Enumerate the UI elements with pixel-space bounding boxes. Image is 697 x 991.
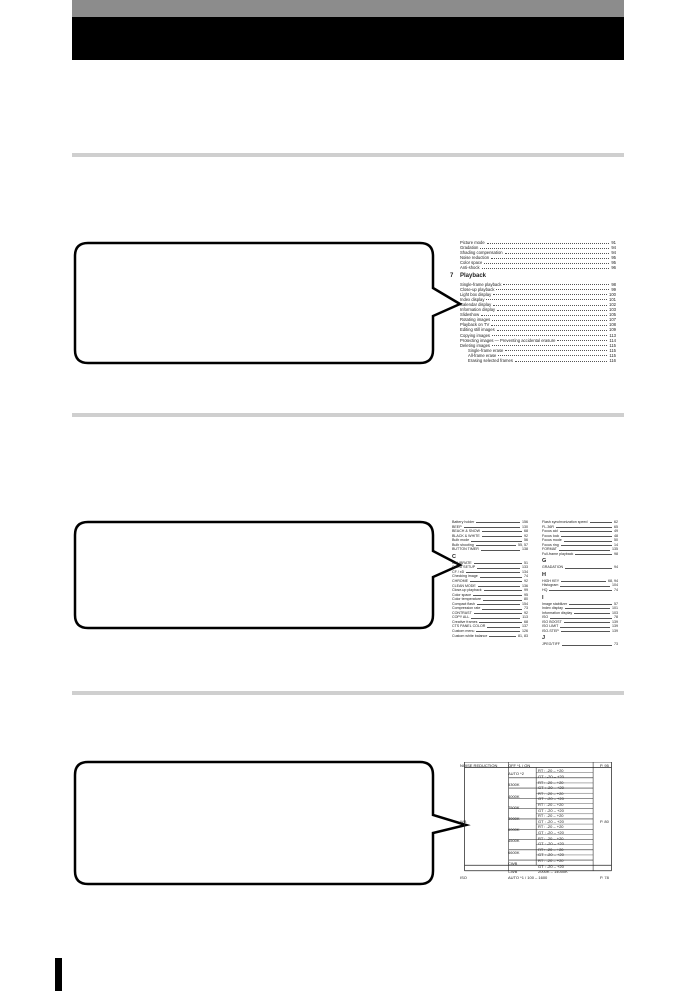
index-leader-line xyxy=(549,588,612,591)
index-entry xyxy=(542,629,618,634)
table-footer-value: AUTO *1 / 100 – 1600 xyxy=(508,875,548,880)
toc-sample xyxy=(450,240,616,363)
index-entry-label: ISO-STEP xyxy=(542,628,559,633)
index-entry xyxy=(452,547,528,552)
toc-leader-dots xyxy=(482,265,610,269)
index-entry xyxy=(542,642,618,647)
toc-entry-page: 115 xyxy=(609,342,616,348)
index-leader-line xyxy=(590,520,612,523)
index-leader-line xyxy=(481,547,520,550)
toc-entry xyxy=(460,358,616,363)
toc-entry-page: 98 xyxy=(611,281,616,287)
index-entry-page: 78 xyxy=(614,615,618,620)
index-entry-label: ISO xyxy=(542,615,549,620)
toc-chapter-heading xyxy=(450,272,616,280)
index-entry-label: Bulb shooting xyxy=(452,542,474,547)
toc-entry-label: Slideshow xyxy=(460,312,480,318)
toc-entry-page: 94 xyxy=(611,250,616,256)
header-grey-band xyxy=(72,0,624,17)
table-option-name: CWB xyxy=(508,860,518,866)
toc-entry-page: 105 xyxy=(609,312,616,318)
index-leader-line xyxy=(479,620,522,623)
index-entry-label: Information display xyxy=(542,610,573,615)
index-leader-line xyxy=(480,574,522,577)
index-entry-page: 103 xyxy=(612,610,618,615)
toc-chapter-title: Playback xyxy=(460,272,487,279)
toc-leader-dots xyxy=(497,327,607,331)
index-entry-label: BEACH & SNOW xyxy=(452,529,480,534)
page-edge-bar xyxy=(55,958,62,991)
index-entry-label: Flash synchronization speed xyxy=(542,520,588,524)
toc-entry-label: Single-frame playback xyxy=(460,281,502,287)
index-entry-label: GRADATION xyxy=(542,565,564,570)
index-leader-line xyxy=(560,529,612,532)
index-entry-page: 139 xyxy=(612,619,618,624)
index-entry-page: 99 xyxy=(524,588,528,593)
index-entry-page: 138 xyxy=(522,547,528,552)
table-option-name: 3000K xyxy=(508,815,520,821)
index-entry-label: Compact flash xyxy=(452,601,475,606)
index-entry-label: FORMAT xyxy=(542,547,557,552)
table-header-label: NOISE REDUCTION xyxy=(460,762,498,768)
index-entry-page: 137 xyxy=(522,624,528,629)
toc-entry-page: 116 xyxy=(609,357,616,363)
index-entry xyxy=(452,634,528,639)
index-letter-heading: C xyxy=(452,553,456,560)
table-option-value: GT : -20 – +20 xyxy=(538,830,564,835)
index-entry-label: Full-frame playback xyxy=(542,551,574,556)
toc-entry-page: 100 xyxy=(609,291,616,297)
toc-leader-dots xyxy=(503,282,609,286)
index-entry-label: ISO LIMIT xyxy=(542,624,559,629)
toc-leader-dots xyxy=(481,312,607,316)
toc-entry-page: 91 xyxy=(611,240,616,245)
index-leader-line xyxy=(471,538,522,541)
toc-entry-page: 108 xyxy=(609,322,616,328)
toc-entry-page: 115 xyxy=(609,347,616,353)
index-entry-page: 113 xyxy=(522,615,528,620)
table-option-value: GT : -20 – +20 xyxy=(538,796,564,802)
toc-entry-page: 95 xyxy=(611,260,616,266)
table-option-value: GT : -20 – +20 xyxy=(538,852,564,858)
index-entry-label: Custom menu xyxy=(452,629,475,634)
toc-chapter-number: 7 xyxy=(450,272,454,279)
index-leader-line xyxy=(560,583,610,586)
table-option-value: RT : -20 – +20 xyxy=(538,824,564,830)
toc-entry-page: 94 xyxy=(611,245,616,251)
index-leader-line xyxy=(471,615,520,618)
toc-entry-label: Editing still images xyxy=(460,327,495,333)
index-entry-label: Focus lock xyxy=(542,533,560,538)
toc-leader-dots xyxy=(505,250,610,254)
toc-entry-label: Noise reduction xyxy=(460,255,490,261)
table-option-value: RT : -20 – +20 xyxy=(538,802,564,807)
index-entry-label: CTS PANEL COLOR xyxy=(452,624,486,629)
index-entry-page: 14 xyxy=(614,542,618,547)
index-entry-page: 68, 94 xyxy=(608,578,618,583)
index-entry-page: 133 xyxy=(522,565,528,570)
index-entry-label: COPY ALL xyxy=(452,615,470,620)
index-entry-label: JPEG/TIFF xyxy=(542,642,560,647)
toc-entry-page: 96 xyxy=(611,265,616,271)
index-entry-page: 74 xyxy=(614,588,618,593)
index-entry xyxy=(542,565,618,570)
index-entry-label: ISO BOOST xyxy=(542,619,562,624)
table-row-label: WB xyxy=(460,818,467,824)
index-entry-page: 134 xyxy=(522,569,528,574)
index-leader-line xyxy=(474,611,522,614)
toc-entry-label: Anti-shock xyxy=(460,265,480,271)
table-option-name: 4000K xyxy=(508,793,520,799)
index-entry-page: 136 xyxy=(522,583,528,588)
index-entry-page: 92 xyxy=(524,533,528,538)
index-leader-line xyxy=(556,525,612,528)
toc-entry-label: Calendar display xyxy=(460,301,492,307)
index-entry-label: CALIBRATE xyxy=(452,560,472,565)
table-option-name: AUTO *2 xyxy=(508,771,524,777)
index-column-left xyxy=(452,520,528,647)
index-entry-label: Color space xyxy=(452,592,472,597)
index-entry-page: 57 xyxy=(614,601,618,606)
table-footer-page: P. 78 xyxy=(600,875,609,880)
index-entry-label: Checking image xyxy=(452,574,478,579)
index-entry-page: 55, 57 xyxy=(518,542,528,547)
index-entry-page: 98 xyxy=(614,551,618,556)
index-leader-line xyxy=(476,520,520,523)
index-entry-label: BLACK & WHITE xyxy=(452,533,480,538)
toc-entry-page: 103 xyxy=(609,307,616,313)
toc-entry-page: 114 xyxy=(609,337,616,343)
index-entry-label: Custom white balance xyxy=(452,633,488,638)
table-option-name: 6600K xyxy=(508,849,520,855)
index-leader-line xyxy=(464,525,520,528)
table-option-name: 6000K xyxy=(508,827,520,833)
toc-entry-label: All-frame erase xyxy=(468,352,497,358)
index-entry-page: 80 xyxy=(524,597,528,602)
index-leader-line xyxy=(482,529,522,532)
index-leader-line xyxy=(473,593,522,596)
table-option-value: GT : -20 – +20 xyxy=(538,863,564,869)
index-entry-page: 135 xyxy=(612,547,618,552)
toc-leader-dots xyxy=(492,317,607,321)
index-leader-line xyxy=(487,624,520,627)
index-entry-page: 94 xyxy=(614,565,618,570)
index-entry-page: 51 xyxy=(524,560,528,565)
index-entry xyxy=(542,552,618,557)
index-leader-line xyxy=(561,534,612,537)
index-leader-line xyxy=(561,629,610,632)
index-letter-heading: H xyxy=(542,571,546,578)
table-option-name: 4500K xyxy=(508,838,520,844)
section-divider-2 xyxy=(72,413,624,417)
index-leader-line xyxy=(477,602,520,605)
toc-leader-dots xyxy=(498,353,607,357)
toc-entry-label: Information display xyxy=(460,307,496,313)
toc-leader-dots xyxy=(493,302,607,306)
index-entry-page: 126 xyxy=(522,629,528,634)
index-entry-page: 62 xyxy=(614,520,618,524)
settings-table-sample xyxy=(458,762,618,892)
index-entry-label: BUTTON TIMER xyxy=(452,547,479,552)
index-leader-line xyxy=(477,565,520,568)
index-column-right xyxy=(542,520,618,647)
index-entry-label: CHROME xyxy=(452,579,468,584)
toc-entry-label: Picture mode xyxy=(460,240,485,245)
toc-leader-dots xyxy=(491,255,609,259)
section-divider-3 xyxy=(72,691,624,695)
index-entry-page: 104 xyxy=(612,583,618,588)
index-leader-line xyxy=(476,543,516,546)
table-option-value: RT : -20 – +20 xyxy=(538,858,564,863)
callout-bubble-1 xyxy=(74,242,434,362)
index-entry xyxy=(542,588,618,593)
toc-entry-page: 113 xyxy=(609,332,616,338)
table-option-value: RT : -20 – +20 xyxy=(538,768,564,774)
index-leader-line xyxy=(482,534,522,537)
index-leader-line xyxy=(574,611,610,614)
index-entry-label: Focus mode xyxy=(542,538,562,543)
index-entry-page: 49 xyxy=(614,529,618,534)
index-entry-label: Histogram xyxy=(542,583,559,588)
index-entry-page: 92 xyxy=(524,610,528,615)
index-entry-page: 68 xyxy=(524,529,528,534)
toc-entry-page: 101 xyxy=(609,296,616,302)
table-option-value: GT : -20 – +20 xyxy=(538,818,564,824)
table-option-name: CWB xyxy=(508,869,518,875)
index-entry-label: Bulb mode xyxy=(452,538,470,543)
toc-leader-dots xyxy=(493,292,607,296)
index-leader-line xyxy=(561,579,606,582)
table-row-page: P. 80 xyxy=(600,818,609,824)
index-entry-label: Battery holder xyxy=(452,520,475,524)
index-leader-line xyxy=(550,615,612,618)
table-option-value: RT : -20 – +20 xyxy=(538,835,564,841)
index-leader-line xyxy=(474,561,522,564)
toc-entry-label: Protecting images — Preventing accidental erasure xyxy=(460,337,556,343)
toc-entry-label: Index display xyxy=(460,296,485,302)
table-header-page: P. 95 xyxy=(600,762,609,768)
toc-entry-label: Gradation xyxy=(460,245,479,251)
toc-leader-dots xyxy=(480,245,609,249)
index-entry-label: CF / xD xyxy=(452,569,465,574)
index-entry-label: CLEAN MODE xyxy=(452,583,476,588)
toc-entry-label: Color space xyxy=(460,260,483,266)
table-option-value: GT : -20 – +20 xyxy=(538,785,564,791)
toc-entry-label: Deleting images xyxy=(460,342,491,348)
index-entry-label: FL-36R xyxy=(542,524,554,529)
toc-entry-label: Playback on TV xyxy=(460,322,490,328)
toc-leader-dots xyxy=(497,307,607,311)
toc-entry-page: 99 xyxy=(611,286,616,292)
index-letter-heading: G xyxy=(542,558,547,565)
table-option-value: GT : -20 – +20 xyxy=(538,774,564,779)
table-option-value: GT : -20 – +20 xyxy=(538,807,564,813)
index-entry-page: 92 xyxy=(524,579,528,584)
index-letter-heading: J xyxy=(542,635,546,642)
table-header-value: OFF *1 / ON xyxy=(508,762,531,768)
index-entry-page: 139 xyxy=(612,624,618,629)
toc-entry-label: Shading compensation xyxy=(460,250,503,256)
table-option-value: GT : -20 – +20 xyxy=(538,841,564,847)
table-option-value: RT : -20 – +20 xyxy=(538,790,564,796)
toc-leader-dots xyxy=(515,358,607,362)
index-entry-label: BEEP xyxy=(452,524,462,529)
index-leader-line xyxy=(482,606,522,609)
index-leader-line xyxy=(569,602,612,605)
index-leader-line xyxy=(484,588,522,591)
index-entry-label: Focus ring xyxy=(542,542,559,547)
toc-leader-dots xyxy=(557,338,607,342)
index-leader-line xyxy=(489,634,516,637)
index-leader-line xyxy=(478,584,520,587)
index-entry-page: 154 xyxy=(522,601,528,606)
index-letter-heading: I xyxy=(542,594,544,601)
index-leader-line xyxy=(561,543,612,546)
index-entry-label: HIGH KEY xyxy=(542,578,560,583)
index-entry-page: 95 xyxy=(524,592,528,597)
index-entry-page: 65 xyxy=(614,524,618,529)
index-entry-page: 73 xyxy=(524,606,528,611)
table-option-value: RT : -20 – +20 xyxy=(538,779,564,785)
table-option-value: 2000K – 14000K xyxy=(538,869,568,875)
table-option-name: 7500K xyxy=(508,804,520,810)
toc-leader-dots xyxy=(487,240,610,244)
index-entry-label: Color temperature xyxy=(452,597,481,602)
toc-leader-dots xyxy=(491,322,607,326)
toc-entry-page: 109 xyxy=(609,327,616,333)
index-leader-line xyxy=(564,620,610,623)
index-entry-label: Compression rate xyxy=(452,606,481,611)
index-entry-label: Image stabilizer xyxy=(542,601,568,606)
index-leader-line xyxy=(575,552,612,555)
index-entry-page: 81, 83 xyxy=(518,633,528,638)
callout-bubble-2 xyxy=(74,521,434,641)
index-entry-page: 48 xyxy=(614,533,618,538)
index-entry-page: 73 xyxy=(614,642,618,647)
toc-entry-page: 107 xyxy=(609,317,616,323)
toc-leader-dots xyxy=(492,343,607,347)
table-option-value: RT : -20 – +20 xyxy=(538,813,564,819)
table-footer-label: ISO xyxy=(460,875,467,880)
index-entry-label: Focus aid xyxy=(542,529,558,534)
index-entry-label: CONTRAST xyxy=(452,610,472,615)
toc-entry-label: Copying images xyxy=(460,332,491,338)
index-leader-line xyxy=(560,624,610,627)
table-option-name: 5300K xyxy=(508,782,520,788)
callout-bubble-3 xyxy=(74,761,434,881)
index-leader-line xyxy=(466,570,520,573)
index-entry-label: Creative frames xyxy=(452,619,478,624)
toc-entry-label: Light box display xyxy=(460,291,492,297)
toc-entry-page: 95 xyxy=(611,255,616,261)
header-black-band xyxy=(72,17,624,60)
toc-entry xyxy=(460,265,616,270)
index-entry-label: Close-up playback xyxy=(452,588,482,593)
index-leader-line xyxy=(565,606,610,609)
index-leader-line xyxy=(470,579,522,582)
index-leader-line xyxy=(564,538,612,541)
index-entry-label: HQ xyxy=(542,588,548,593)
index-entry-page: 101 xyxy=(612,606,618,611)
section-divider-1 xyxy=(72,153,624,157)
index-entry-page: 139 xyxy=(612,628,618,633)
index-entry-page: 156 xyxy=(522,520,528,524)
index-entry-label: Index display xyxy=(542,606,563,611)
index-leader-line xyxy=(483,597,522,600)
index-leader-line xyxy=(562,642,612,645)
index-entry-page: 74 xyxy=(524,574,528,579)
toc-leader-dots xyxy=(496,287,609,291)
index-leader-line xyxy=(476,629,520,632)
toc-entry-page: 102 xyxy=(609,301,616,307)
index-entry-page: 130 xyxy=(522,524,528,529)
toc-entry-page: 115 xyxy=(609,352,616,358)
table-option-value: RT : -20 – +20 xyxy=(538,846,564,852)
toc-leader-dots xyxy=(484,260,609,264)
toc-entry-label: Rotating images xyxy=(460,317,491,323)
toc-leader-dots xyxy=(486,297,607,301)
toc-entry-label: Erasing selected frames xyxy=(468,357,513,363)
toc-entry-label: Single-frame erase xyxy=(468,347,504,353)
index-entry-page: 56 xyxy=(524,538,528,543)
index-entry-page: 68 xyxy=(524,619,528,624)
toc-entry-label: Close-up playback xyxy=(460,286,495,292)
index-leader-line xyxy=(559,547,610,550)
toc-leader-dots xyxy=(492,333,607,337)
index-leader-line xyxy=(565,565,612,568)
index-sample xyxy=(452,520,618,647)
index-entry-label: CARD SETUP xyxy=(452,565,476,570)
index-entry-page: 50 xyxy=(614,538,618,543)
toc-leader-dots xyxy=(505,348,607,352)
